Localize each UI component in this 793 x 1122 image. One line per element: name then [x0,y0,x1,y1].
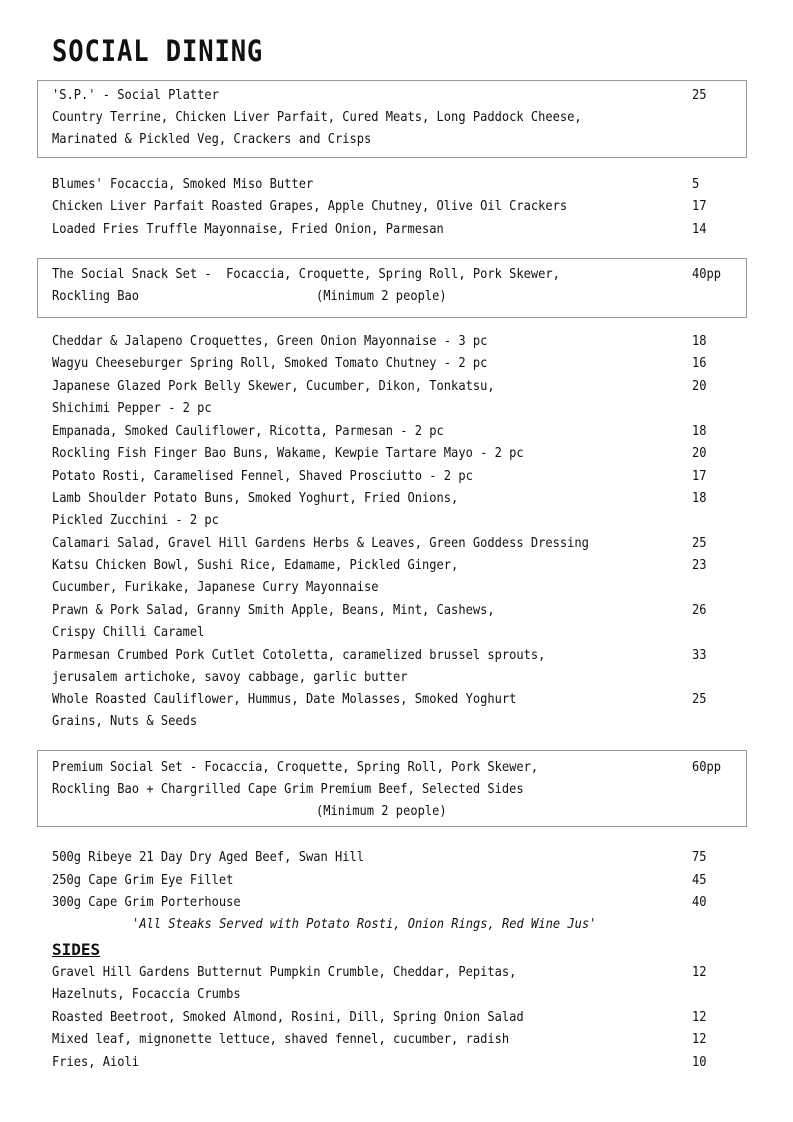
snack-set-line: The Social Snack Set - Focaccia, Croquette, Spring Roll, Pork Skewer, [52,267,560,282]
snack-set-line: Rockling Bao [52,289,140,304]
premium-set-line: Rockling Bao + Chargrilled Cape Grim Premium Beef, Selected Sides [52,782,524,797]
menu-item: 300g Cape Grim Porterhouse [52,895,241,910]
menu-price: 14 [692,222,707,237]
platter-desc: Country Terrine, Chicken Liver Parfait, Cured Meats, Long Paddock Cheese, [52,110,582,125]
menu-price: 45 [692,873,707,888]
page-title: SOCIAL DINING [52,34,264,68]
menu-price: 12 [692,1010,707,1025]
snack-set-price: 40pp [692,267,722,282]
menu-price: 26 [692,603,707,618]
menu-price: 18 [692,334,707,349]
menu-item: Lamb Shoulder Potato Buns, Smoked Yoghurt, Fried Onions, [52,491,459,506]
platter-price: 25 [692,88,707,103]
menu-price: 10 [692,1055,707,1070]
menu-price: 12 [692,965,707,980]
menu-price: 5 [692,177,700,192]
menu-item: Calamari Salad, Gravel Hill Gardens Herbs & Leaves, Green Goddess Dressing [52,536,589,551]
premium-set-price: 60pp [692,760,722,775]
menu-price: 18 [692,424,707,439]
menu-item: Whole Roasted Cauliflower, Hummus, Date Molasses, Smoked Yoghurt [52,692,517,707]
menu-item: Rockling Fish Finger Bao Buns, Wakame, Kewpie Tartare Mayo - 2 pc [52,446,524,461]
menu-price: 12 [692,1032,707,1047]
menu-item: Cheddar & Jalapeno Croquettes, Green Onion Mayonnaise - 3 pc [52,334,488,349]
menu-price: 40 [692,895,707,910]
menu-item: Mixed leaf, mignonette lettuce, shaved fennel, cucumber, radish [52,1032,510,1047]
menu-price: 33 [692,648,707,663]
menu-item: Katsu Chicken Bowl, Sushi Rice, Edamame, Pickled Ginger, [52,558,459,573]
menu-price: 20 [692,379,707,394]
menu-item: Blumes' Focaccia, Smoked Miso Butter [52,177,314,192]
menu-item: 250g Cape Grim Eye Fillet [52,873,234,888]
menu-price: 75 [692,850,707,865]
menu-price: 16 [692,356,707,371]
menu-item-cont: Pickled Zucchini - 2 pc [52,513,219,528]
menu-item-cont: jerusalem artichoke, savoy cabbage, garlic butter [52,670,408,685]
menu-price: 23 [692,558,707,573]
menu-price: 20 [692,446,707,461]
steak-note: 'All Steaks Served with Potato Rosti, Onion Rings, Red Wine Jus' [132,917,597,932]
menu-item: 500g Ribeye 21 Day Dry Aged Beef, Swan Hill [52,850,365,865]
menu-price: 17 [692,469,707,484]
menu-item: Parmesan Crumbed Pork Cutlet Cotoletta, caramelized brussel sprouts, [52,648,546,663]
menu-item: Roasted Beetroot, Smoked Almond, Rosini, Dill, Spring Onion Salad [52,1010,524,1025]
sides-heading: SIDES [52,940,101,959]
menu-price: 25 [692,536,707,551]
menu-item-cont: Hazelnuts, Focaccia Crumbs [52,987,241,1002]
menu-item: Chicken Liver Parfait Roasted Grapes, Apple Chutney, Olive Oil Crackers [52,199,568,214]
menu-item: Prawn & Pork Salad, Granny Smith Apple, Beans, Mint, Cashews, [52,603,495,618]
snack-set-minimum: (Minimum 2 people) [316,289,447,304]
menu-item-cont: Crispy Chilli Caramel [52,625,205,640]
menu-item: Empanada, Smoked Cauliflower, Ricotta, Parmesan - 2 pc [52,424,444,439]
menu-price: 17 [692,199,707,214]
menu-item: Japanese Glazed Pork Belly Skewer, Cucumber, Dikon, Tonkatsu, [52,379,495,394]
menu-item: Fries, Aioli [52,1055,140,1070]
menu-price: 25 [692,692,707,707]
menu-item-cont: Grains, Nuts & Seeds [52,714,198,729]
menu-item-cont: Shichimi Pepper - 2 pc [52,401,212,416]
menu-item: Wagyu Cheeseburger Spring Roll, Smoked Tomato Chutney - 2 pc [52,356,488,371]
premium-set-minimum: (Minimum 2 people) [316,804,447,819]
menu-price: 18 [692,491,707,506]
menu-item: Potato Rosti, Caramelised Fennel, Shaved Prosciutto - 2 pc [52,469,473,484]
platter-desc: Marinated & Pickled Veg, Crackers and Crisps [52,132,372,147]
menu-item: Gravel Hill Gardens Butternut Pumpkin Crumble, Cheddar, Pepitas, [52,965,517,980]
platter-name: 'S.P.' - Social Platter [52,88,219,103]
premium-set-line: Premium Social Set - Focaccia, Croquette, Spring Roll, Pork Skewer, [52,760,539,775]
menu-item-cont: Cucumber, Furikake, Japanese Curry Mayonnaise [52,580,379,595]
menu-item: Loaded Fries Truffle Mayonnaise, Fried Onion, Parmesan [52,222,444,237]
